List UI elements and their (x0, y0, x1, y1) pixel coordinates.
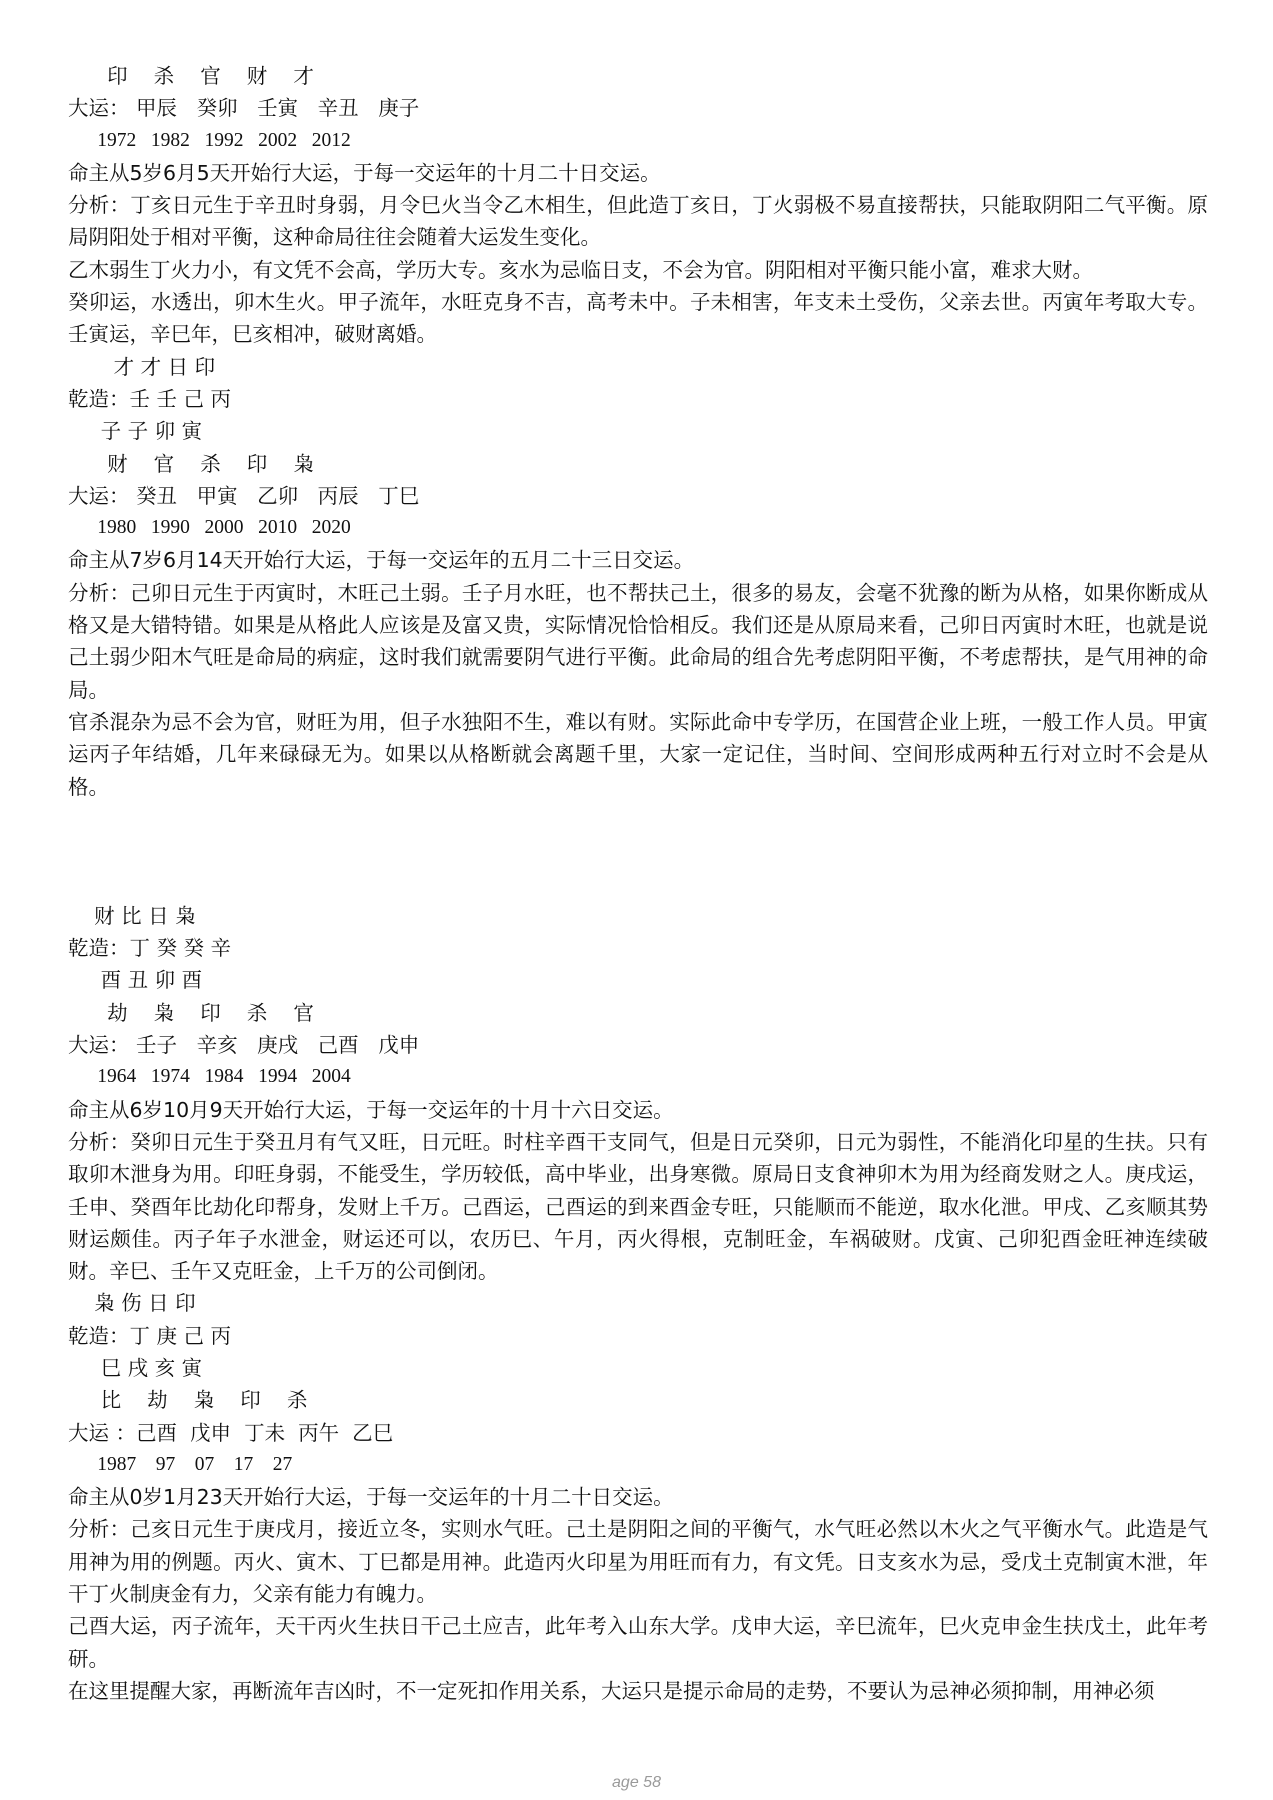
text-line: 1964 1974 1984 1994 2004 (68, 1066, 351, 1088)
text-line: 大运： 癸丑 甲寅 乙卯 丙辰 丁巳 (68, 483, 420, 508)
page-number: age 58 (612, 1774, 661, 1791)
text-line: 乾造：丁 癸 癸 辛 (68, 936, 232, 961)
text-line: 比 劫 枭 印 杀 (68, 1388, 308, 1413)
text-line: 大运： 甲辰 癸卯 壬寅 辛丑 庚子 (68, 96, 420, 121)
section-gap (68, 803, 1208, 900)
paragraph: 在这里提醒大家，再断流年吉凶时，不一定死扣作用关系，大运只是提示命局的走势，不要认为忌神必须抑制，用神必须 (68, 1678, 1155, 1703)
text-line: 命主从6岁10月9天开始行大运，于每一交运年的十月十六日交运。 (68, 1097, 674, 1122)
paragraph: 乙木弱生丁火力小，有文凭不会高，学历大专。亥水为忌临日支，不会为官。阴阳相对平衡只能小富，难求大财。 (68, 257, 1093, 282)
text-line: 枭 伤 日 印 (68, 1291, 196, 1316)
text-line: 印 杀 官 财 才 (68, 64, 314, 88)
text-line: 大运 ：己酉 戊申 丁未 丙午 乙巳 (68, 1420, 394, 1445)
paragraph: 分析：癸卯日元生于癸丑月有气又旺，日元旺。时柱辛酉干支同气，但是日元癸卯，日元为弱性，不能消化印星的生扶。只有取卯木泄身为用。印旺身弱，不能受生，学历较低，高中毕业，出身寒微。原局日支食神卯木为用为经商发财之人。庚戌运，壬申、癸酉年比劫化印帮身，发财上千万。己酉运，己酉运的到来酉金专旺，只能顺而不能逆，取水化泄。甲戌、乙亥顺其势财运颇佳。丙子年子水泄金，财运还可以，农历巳、午月，丙火得根，克制旺金，车祸破财。戊寅、己卯犯酉金旺神连续破财。辛巳、壬午又克旺金，上千万的公司倒闭。 (68, 1129, 1208, 1284)
text-line: 巳 戌 亥 寅 (68, 1355, 203, 1380)
paragraph: 分析：己亥日元生于庚戌月，接近立冬，实则水气旺。己土是阴阳之间的平衡气，水气旺必然以木火之气平衡水气。此造是气用神为用的例题。丙火、寅木、丁巳都是用神。此造丙火印星为用旺而有力，有文凭。日支亥水为忌，受戊土克制寅木泄，年干丁火制庚金有力，父亲有能力有魄力。 (68, 1517, 1208, 1607)
text-line: 酉 丑 卯 酉 (68, 968, 203, 993)
text-line: 财 官 杀 印 枭 (68, 451, 314, 476)
text-line: 才 才 日 印 (68, 354, 216, 379)
text-line: 1972 1982 1992 2002 2012 (68, 129, 351, 151)
text-line: 大运： 壬子 辛亥 庚戌 己酉 戊申 (68, 1033, 420, 1058)
text-line: 子 子 卯 寅 (68, 419, 203, 444)
text-line: 1987 97 07 17 27 (68, 1453, 293, 1475)
text-line: 命主从5岁6月5天开始行大运，于每一交运年的十月二十日交运。 (68, 160, 661, 185)
paragraph: 官杀混杂为忌不会为官，财旺为用，但子水独阳不生，难以有财。实际此命中专学历，在国营企业上班，一般工作人员。甲寅运丙子年结婚，几年来碌碌无为。如果以从格断就会离题千里，大家一定记住，当时间、空间形成两种五行对立时不会是从格。 (68, 709, 1208, 799)
text-line: 命主从0岁1月23天开始行大运，于每一交运年的十月二十日交运。 (68, 1485, 674, 1510)
text-line: 乾造：丁 庚 己 丙 (68, 1323, 232, 1348)
text-line: 乾造：壬 壬 己 丙 (68, 386, 232, 411)
text-line: 财 比 日 枭 (68, 903, 196, 928)
text-line: 劫 枭 印 杀 官 (68, 1000, 314, 1025)
text-line: 1980 1990 2000 2010 2020 (68, 517, 351, 539)
paragraph: 癸卯运，水透出，卯木生火。甲子流年，水旺克身不吉，高考未中。子未相害，年支未土受伤，父亲去世。丙寅年考取大专。壬寅运，辛巳年，巳亥相冲，破财离婚。 (68, 290, 1208, 347)
text-line: 命主从7岁6月14天开始行大运，于每一交运年的五月二十三日交运。 (68, 548, 695, 573)
document-body (68, 60, 1208, 1707)
paragraph: 己酉大运，丙子流年，天干丙火生扶日干己土应吉，此年考入山东大学。戊申大运，辛巳流年，巳火克申金生扶戊土，此年考研。 (68, 1614, 1208, 1671)
paragraph: 分析：丁亥日元生于辛丑时身弱，月令巳火当令乙木相生，但此造丁亥日，丁火弱极不易直接帮扶，只能取阴阳二气平衡。原局阴阳处于相对平衡，这种命局往往会随着大运发生变化。 (68, 193, 1208, 250)
paragraph: 分析：己卯日元生于丙寅时，木旺己土弱。壬子月水旺，也不帮扶己土，很多的易友，会毫不犹豫的断为从格，如果你断成从格又是大错特错。如果是从格此人应该是及富又贵，实际情况恰恰相反。我们还是从原局来看，己卯日丙寅时木旺，也就是说己土弱少阳木气旺是命局的病症，这时我们就需要阴气进行平衡。此命局的组合先考虑阴阳平衡，不考虑帮扶，是气用神的命局。 (68, 580, 1208, 702)
